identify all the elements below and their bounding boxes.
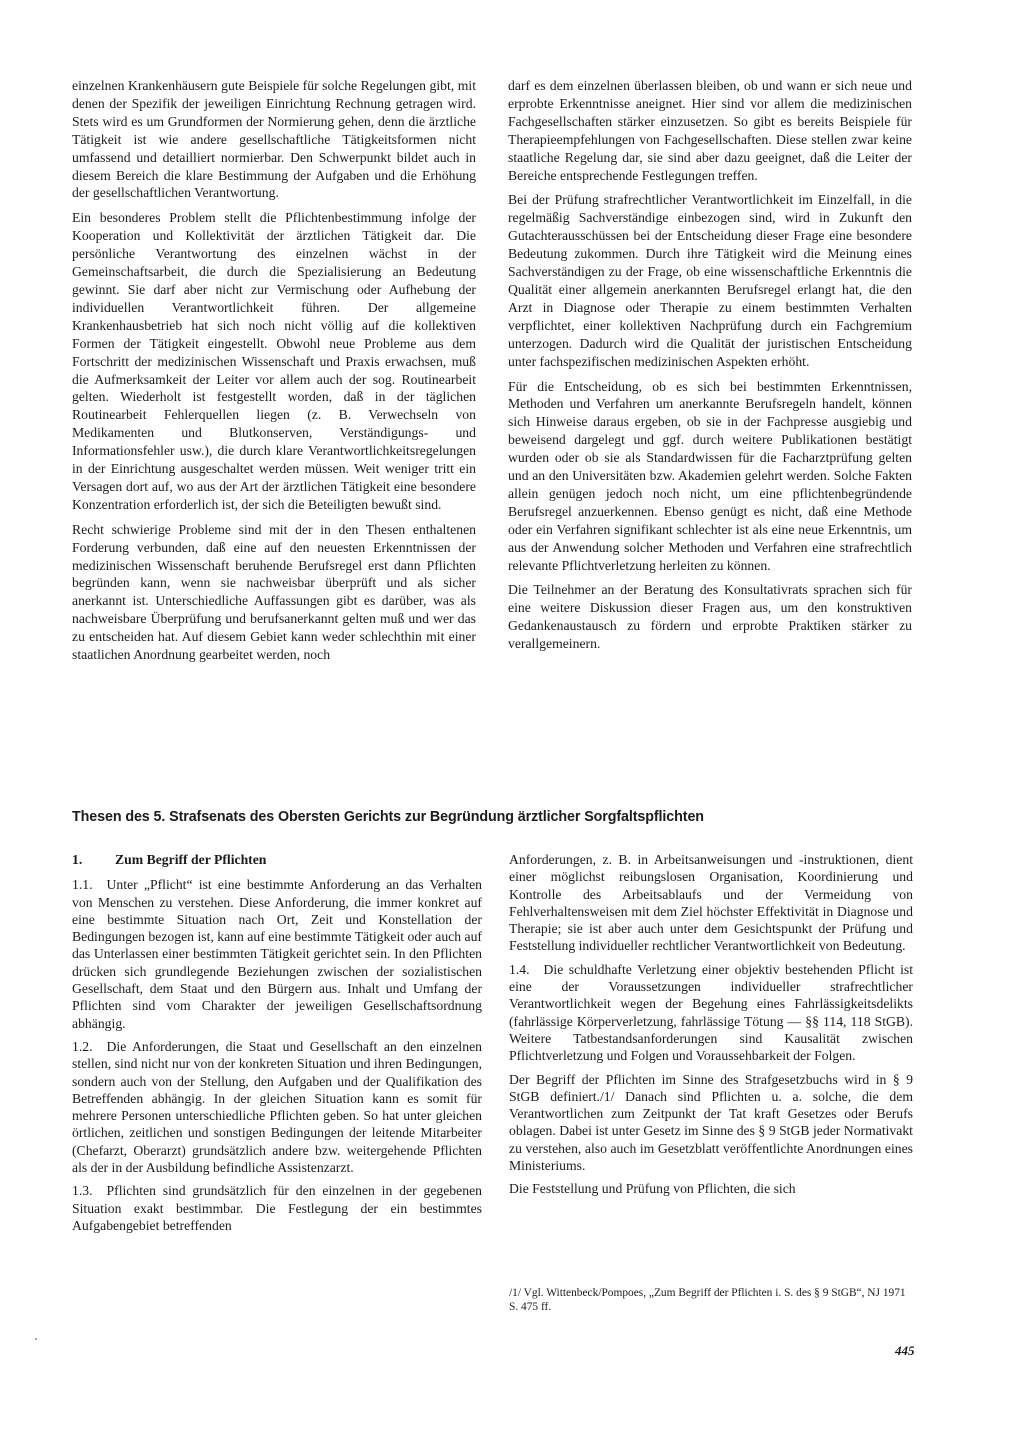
paragraph: Bei der Prüfung strafrechtlicher Verantwortlichkeit im Einzelfall, in die regelmäßig Sachverständige einbezogen sind, wird in Zukunft den Gutachterausschüssen bei der Entscheidung dieser Frage eine besondere Bedeutung zukommen. Durch ihre Tätigkeit wird die Meinung eines Sachverständigen zu der Frage, ob eine wissenschaftliche Erkenntnis die Qualität einer allgemein anerkannten Berufsregel erlangt hat, die den Arzt in Diagnose oder Therapie zu einem bestimmten Verhalten verpflichtet, einer kollektiven Nachprüfung durch ein Fachgremium unterzogen. Dadurch wird die Qualität der juristischen Entscheidung unter fachspezifischen medizinischen Aspekten erhöht. bbox=[508, 192, 912, 369]
section-heading: Thesen des 5. Strafsenats des Obersten Gerichts zur Begründung ärztlicher Sorgfaltspflichten bbox=[72, 809, 704, 825]
column-bottom-right bbox=[509, 851, 913, 1198]
paragraph-number: 1.2. bbox=[72, 1038, 93, 1054]
paragraph: Recht schwierige Probleme sind mit der in den Thesen enthaltenen Forderung verbunden, daß eine auf den neuesten Erkenntnissen der medizinischen Wissenschaft beruhende Berufsregel erst dann Pflichten begründen kann, wenn sie nachweisbar überprüft und als sicher anerkannt ist. Unterschiedliche Auffassungen gibt es darüber, was als nachweisbare Überprüfung und berufsanerkannt gelten muß und wer das zu entscheiden hat. Auf diesem Gebiet kann weder schlechthin mit einer staatlichen Anordnung gearbeitet werden, noch bbox=[72, 521, 476, 663]
column-bottom-left bbox=[72, 851, 482, 1234]
subsection-heading bbox=[72, 851, 482, 868]
paragraph-text: Die schuldhafte Verletzung einer objektiv bestehenden Pflicht ist eine der Voraussetzungen individueller strafrechtlicher Verantwortlichkeit wegen der Begehung eines Fahrlässigkeitsdelikts (fahrlässige Körperverletzung, fahrlässige Tötung — §§ 114, 118 StGB). Weitere Tatbestandsanforderungen sind Kausalität zwischen Pflichtverletzung und Folgen und Voraussehbarkeit der Folgen. bbox=[509, 961, 913, 1064]
paragraph-number: 1.4. bbox=[509, 961, 530, 977]
page-number: 445 bbox=[895, 1343, 915, 1358]
column-top-right bbox=[508, 77, 912, 653]
paragraph: einzelnen Krankenhäusern gute Beispiele für solche Regelungen gibt, mit denen der Spezifik der jeweiligen Einrichtung Rechnung getragen wird. Stets wird es um Grundformen der Normierung gehen, denn die ärztliche Tätigkeit ist wie andere gesellschaftliche Tätigkeitsformen nicht umfassend und detailliert normierbar. Den Schwerpunkt bildet auch in diesem Bereich die klare Bestimmung der Aufgaben und die Erhöhung der gesellschaftlichen Verantwortung. bbox=[72, 78, 476, 201]
paragraph-text: Pflichten sind grundsätzlich für den einzelnen in der gegebenen Situation exakt bestimmbar. Die Festlegung der ein bestimmtes Aufgabengebiet betreffenden bbox=[72, 1183, 482, 1233]
subsection-title: Zum Begriff der Pflichten bbox=[115, 852, 267, 867]
paragraph-text: Unter „Pflicht“ ist eine bestimmte Anforderung an das Verhalten von Menschen zu verstehen. Diese Anforderung, die immer konkret auf eine bestimmte Situation nach Ort, Zeit und Konstellation der Bedingungen bezogen ist, kann auf eine bestimmte Tätigkeit oder auch auf das Unterlassen einer bestimmten Tätigkeit gerichtet sein. In den Pflichten drücken sich grundlegende Beziehungen zwischen der sozialistischen Gesellschaft, dem Staat und den Bürgern aus. Inhalt und Umfang der Pflichten sind vom Charakter der jeweiligen Gesellschaftsordnung abhängig. bbox=[72, 877, 482, 1031]
numbered-paragraph bbox=[72, 1038, 482, 1176]
paragraph-text: Die Anforderungen, die Staat und Gesellschaft an den einzelnen stellen, sind nicht nur von der konkreten Situation und ihren Bedingungen, sondern auch von der Stellung, den Aufgaben und der Qualifikation des Betreffenden abhängig. In der gleichen Situation kann es somit für mehrere Personen unterschiedliche Pflichten geben. So hat unter gleichen örtlichen, zeitlichen und sonstigen Bedingungen der leitende Mitarbeiter (Chefarzt, Oberarzt) grundsätzlich andere bzw. weitergehende Pflichten als der in der Ausbildung befindliche Assistenzarzt. bbox=[72, 1038, 482, 1176]
numbered-paragraph bbox=[72, 1182, 482, 1234]
column-top-left bbox=[72, 77, 476, 664]
paragraph: Anforderungen, z. B. in Arbeitsanweisungen und -instruktionen, dient einer möglichst reibungslosen Organisation, Koordinierung und Kontrolle des Arbeitsablaufs und der Vermeidung von Fehlverhaltensweisen mit dem Ziel höchster Effektivität in Diagnose und Therapie; sie ist aber auch unter dem Gesichtspunkt der Prüfung und Feststellung individueller rechtlicher Verantwortlichkeit von Bedeutung. bbox=[509, 852, 913, 954]
paragraph: Der Begriff der Pflichten im Sinne des Strafgesetzbuchs wird in § 9 StGB definiert./1/ Danach sind Pflichten u. a. solche, die dem Verantwortlichen zum Zeitpunkt der Tat kraft Gesetzes oder Berufs oblagen. Dabei ist unter Gesetz im Sinne des § 9 StGB jeder Normativakt zu verstehen, also auch im Gesetzblatt veröffentlichte Anordnungen eines Ministeriums. bbox=[509, 1071, 913, 1174]
numbered-paragraph bbox=[72, 876, 482, 1032]
subsection-number: 1. bbox=[72, 852, 83, 867]
paragraph-number: 1.1. bbox=[72, 877, 93, 893]
paragraph: Für die Entscheidung, ob es sich bei bestimmten Erkenntnissen, Methoden und Verfahren um anerkannte Berufsregeln handelt, können sich Hinweise daraus ergeben, ob sie in der Fachpresse ausgiebig und beweisend dargelegt und ggf. durch weitere Publikationen bestätigt wurden oder ob sie als Standardwissen für die Facharztprüfung gelten und an den Universitäten bzw. Akademien gelehrt werden. Solche Fakten allein genügen jedoch noch nicht, um eine pflichtenbegründende Berufsregel anzuerkennen. Ebenso genügt es nicht, daß eine Methode oder ein Verfahren signifikant schlechter ist als eine neue Erkenntnis, um aus der Anwendung solcher Methoden und Verfahren eine strafrechtlich relevante Pflichtverletzung herleiten zu können. bbox=[508, 378, 912, 573]
scan-mark bbox=[35, 1338, 37, 1340]
paragraph-number: 1.3. bbox=[72, 1183, 93, 1199]
paragraph: darf es dem einzelnen überlassen bleiben, ob und wann er sich neue und erprobte Erkenntnisse aneignet. Hier sind vor allem die medizinischen Fachgesellschaften stärker einzusetzen. So gibt es bereits Beispiele für Therapieempfehlungen von Fachgesellschaften. Diese stellen zwar keine staatliche Regelung dar, sie sind aber dazu geeignet, daß die Leiter der Bereiche entsprechende Festlegungen treffen. bbox=[508, 78, 912, 183]
footnote: /1/ Vgl. Wittenbeck/Pompoes, „Zum Begriff der Pflichten i. S. des § 9 StGB“, NJ 1971 S. 475 ff. bbox=[509, 1287, 906, 1313]
paragraph: Die Teilnehmer an der Beratung des Konsultativrats sprachen sich für eine weitere Diskussion dieser Fragen aus, um den konstruktiven Gedankenaustausch zu fördern und erprobte Praktiken stärker zu verallgemeinern. bbox=[508, 582, 912, 652]
paragraph: Die Feststellung und Prüfung von Pflichten, die sich bbox=[509, 1181, 796, 1197]
paragraph: Ein besonderes Problem stellt die Pflichtenbestimmung infolge der Kooperation und Kollektivität der ärztlichen Tätigkeit dar. Die persönliche Verantwortung des einzelnen wächst in der Gemeinschaftsarbeit, die durch die Spezialisierung an Bedeutung gewinnt. Sie darf aber nicht zur Vermischung oder Aufhebung der individuellen Verantwortlichkeit führen. Der allgemeine Krankenhausbetrieb hat sich noch nicht völlig auf die kollektiven Formen der Tätigkeit eingestellt. Obwohl neue Probleme aus dem Fortschritt der medizinischen Wissenschaft und Praxis erwachsen, muß die Aufmerksamkeit der Leiter vor allem auch der sog. Routinearbeit gelten. Wiederholt ist festgestellt worden, daß in der täglichen Routinearbeit Fehlerquellen liegen (z. B. Verwechseln von Medikamenten und Blutkonserven, Verständigungs- und Informationsfehler usw.), die durch klare Verantwortlichkeitsregelungen in der Einrichtung ausgeschaltet werden müssen. Weit weniger tritt ein Versagen dort auf, wo aus der Art der ärztlichen Tätigkeit eine besondere Konzentration erforderlich ist, der sich die Beteiligten bewußt sind. bbox=[72, 210, 476, 512]
numbered-paragraph bbox=[509, 961, 913, 1065]
